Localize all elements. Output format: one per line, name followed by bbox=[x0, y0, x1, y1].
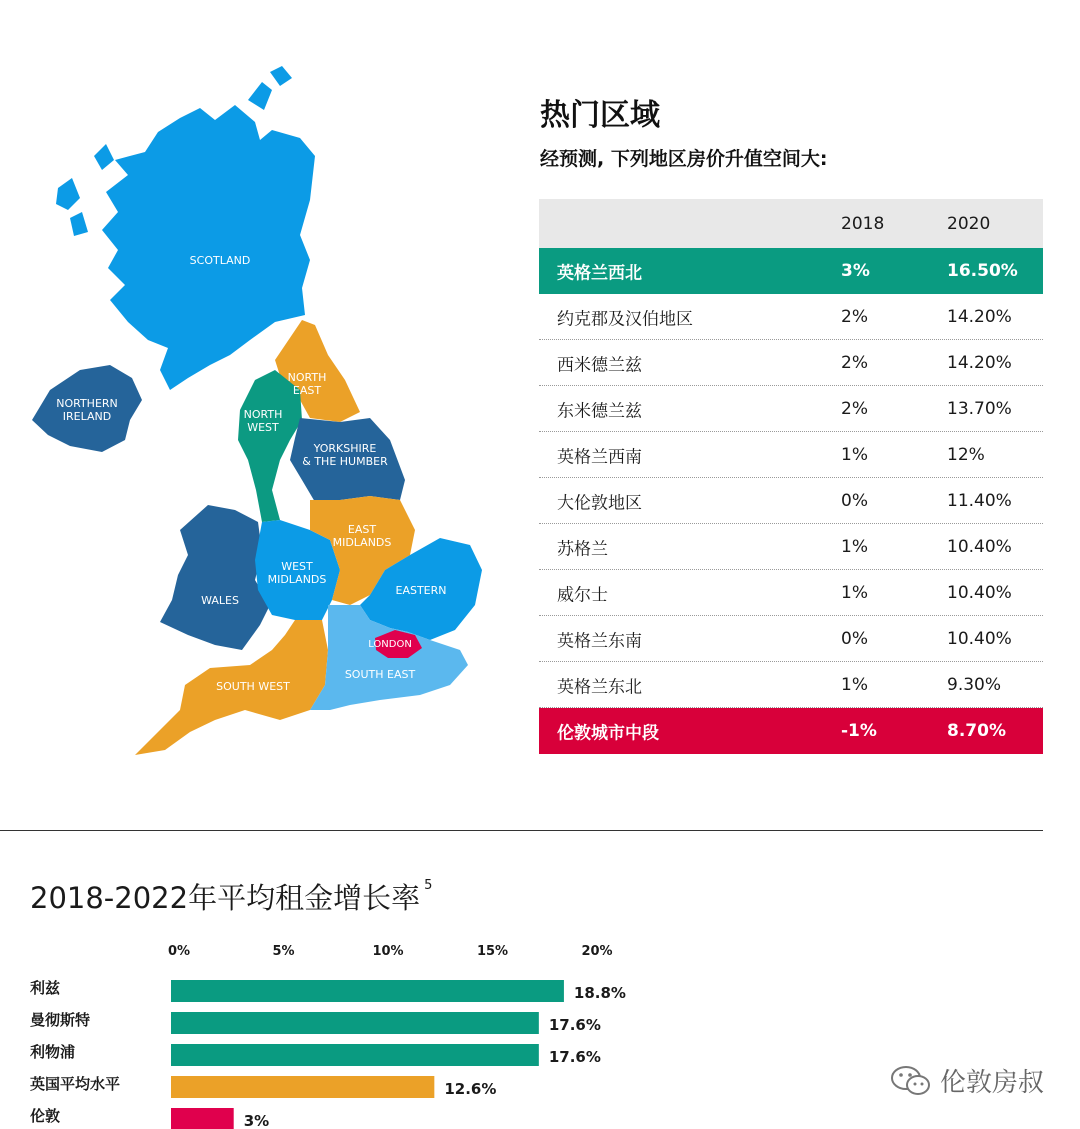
label-north-west-2: WEST bbox=[247, 421, 279, 434]
category-label: 英国平均水平 bbox=[30, 1075, 121, 1093]
table-cell-2018: -1% bbox=[841, 721, 877, 741]
watermark-text: 伦敦房叔 bbox=[940, 1068, 1045, 1098]
label-london: LONDON bbox=[368, 639, 412, 650]
category-label: 曼彻斯特 bbox=[30, 1011, 91, 1029]
map-island-1 bbox=[56, 178, 80, 210]
bar bbox=[171, 1044, 539, 1066]
map-island-5 bbox=[270, 66, 292, 86]
data-label: 17.6% bbox=[548, 1048, 601, 1066]
wechat-icon bbox=[890, 1064, 932, 1098]
label-yorkshire-1: YORKSHIRE bbox=[313, 442, 377, 455]
table-cell-2018: 1% bbox=[841, 582, 868, 603]
table-header-2018: 2018 bbox=[841, 213, 885, 234]
map-region-wales bbox=[160, 505, 270, 650]
label-west-midlands-1: WEST bbox=[281, 560, 313, 573]
table-cell-region: 西米德兰兹 bbox=[557, 355, 642, 375]
table-row bbox=[539, 524, 1043, 570]
bar bbox=[171, 980, 564, 1002]
table-cell-2020: 14.20% bbox=[947, 352, 1012, 373]
category-label: 利物浦 bbox=[30, 1043, 76, 1061]
label-north-east-1: NORTH bbox=[287, 371, 327, 384]
table-cell-region: 苏格兰 bbox=[557, 539, 608, 559]
label-scotland: SCOTLAND bbox=[189, 254, 251, 267]
table-cell-2020: 10.40% bbox=[947, 582, 1012, 603]
table-row bbox=[539, 386, 1043, 432]
house-price-table bbox=[539, 199, 1043, 754]
table-cell-region: 英格兰西北 bbox=[557, 263, 642, 284]
map-island-4 bbox=[248, 82, 272, 110]
table-cell-2020: 11.40% bbox=[947, 490, 1012, 511]
table-cell-region: 伦敦城市中段 bbox=[557, 723, 659, 744]
bar bbox=[171, 1076, 434, 1098]
label-east-midlands-1: EAST bbox=[347, 523, 377, 536]
table-cell-2018: 2% bbox=[841, 398, 868, 419]
bar bbox=[171, 1012, 539, 1034]
x-tick-label: 15% bbox=[476, 944, 509, 959]
x-tick-label: 10% bbox=[372, 944, 404, 959]
table-cell-region: 英格兰东北 bbox=[557, 677, 642, 697]
table-cell-region: 英格兰东南 bbox=[557, 631, 642, 651]
table-row bbox=[539, 570, 1043, 616]
table-cell-2020: 10.40% bbox=[947, 628, 1012, 649]
data-label: 3% bbox=[243, 1112, 270, 1129]
table-row bbox=[539, 662, 1043, 708]
table-cell-region: 大伦敦地区 bbox=[557, 493, 642, 513]
section-divider bbox=[0, 830, 1043, 831]
category-label: 伦敦 bbox=[30, 1107, 61, 1125]
data-label: 17.6% bbox=[548, 1016, 601, 1034]
table-cell-2020: 8.70% bbox=[947, 721, 1006, 741]
table-cell-2020: 9.30% bbox=[947, 674, 1002, 695]
table-row bbox=[539, 708, 1043, 754]
table-body bbox=[539, 248, 1043, 754]
table-cell-2020: 13.70% bbox=[947, 398, 1012, 419]
bar bbox=[171, 1108, 234, 1129]
x-tick-label: 5% bbox=[272, 944, 295, 959]
table-cell-2018: 2% bbox=[841, 306, 868, 327]
table-cell-2020: 16.50% bbox=[947, 261, 1018, 281]
hot-areas-subtitle: 经预测, 下列地区房价升值空间大: bbox=[540, 148, 828, 170]
label-north-east-2: EAST bbox=[292, 384, 322, 397]
table-cell-region: 东米德兰兹 bbox=[557, 401, 642, 421]
table-cell-2020: 12% bbox=[947, 444, 985, 465]
table-cell-2018: 0% bbox=[841, 628, 868, 649]
label-north-west-1: NORTH bbox=[243, 408, 283, 421]
table-header-row bbox=[539, 199, 1043, 248]
table-cell-2018: 3% bbox=[841, 261, 870, 281]
x-tick-label: 20% bbox=[581, 944, 613, 959]
rent-chart-title-text: 2018-2022年平均租金增长率 bbox=[30, 881, 421, 915]
table-row bbox=[539, 432, 1043, 478]
label-northern-ireland-2: IRELAND bbox=[62, 410, 112, 423]
x-tick-label: 0% bbox=[167, 944, 191, 959]
table-cell-region: 英格兰西南 bbox=[557, 447, 642, 467]
label-yorkshire-2: & THE HUMBER bbox=[302, 455, 388, 468]
rent-chart-footnote: 5 bbox=[424, 878, 433, 893]
label-wales: WALES bbox=[201, 594, 239, 607]
table-cell-2018: 0% bbox=[841, 490, 868, 511]
label-east-midlands-2: MIDLANDS bbox=[332, 536, 392, 549]
table-row bbox=[539, 294, 1043, 340]
watermark bbox=[890, 1062, 1044, 1099]
table-row bbox=[539, 616, 1043, 662]
table-cell-2018: 2% bbox=[841, 352, 868, 373]
table-cell-2020: 10.40% bbox=[947, 536, 1012, 557]
map-island-2 bbox=[70, 212, 88, 236]
uk-region-map bbox=[10, 60, 510, 770]
map-island-3 bbox=[94, 144, 114, 170]
label-west-midlands-2: MIDLANDS bbox=[267, 573, 327, 586]
label-south-east: SOUTH EAST bbox=[344, 668, 416, 681]
table-row bbox=[539, 248, 1043, 294]
map-region-scotland bbox=[102, 105, 315, 390]
label-eastern: EASTERN bbox=[395, 584, 447, 597]
table-row bbox=[539, 478, 1043, 524]
category-label: 利兹 bbox=[30, 979, 61, 997]
table-row bbox=[539, 340, 1043, 386]
table-cell-2018: 1% bbox=[841, 444, 868, 465]
rent-chart-title bbox=[30, 876, 432, 917]
data-label: 18.8% bbox=[573, 984, 626, 1002]
label-northern-ireland-1: NORTHERN bbox=[56, 397, 118, 410]
hot-areas-title: 热门区域 bbox=[540, 98, 660, 133]
table-cell-2020: 14.20% bbox=[947, 306, 1012, 327]
table-header-2020: 2020 bbox=[947, 213, 991, 234]
table-cell-region: 威尔士 bbox=[557, 585, 608, 605]
table-cell-region: 约克郡及汉伯地区 bbox=[557, 309, 693, 329]
rent-growth-bar-chart bbox=[0, 930, 640, 1129]
table-cell-2018: 1% bbox=[841, 674, 868, 695]
data-label: 12.6% bbox=[444, 1080, 497, 1098]
table-cell-2018: 1% bbox=[841, 536, 868, 557]
label-south-west: SOUTH WEST bbox=[216, 680, 290, 693]
